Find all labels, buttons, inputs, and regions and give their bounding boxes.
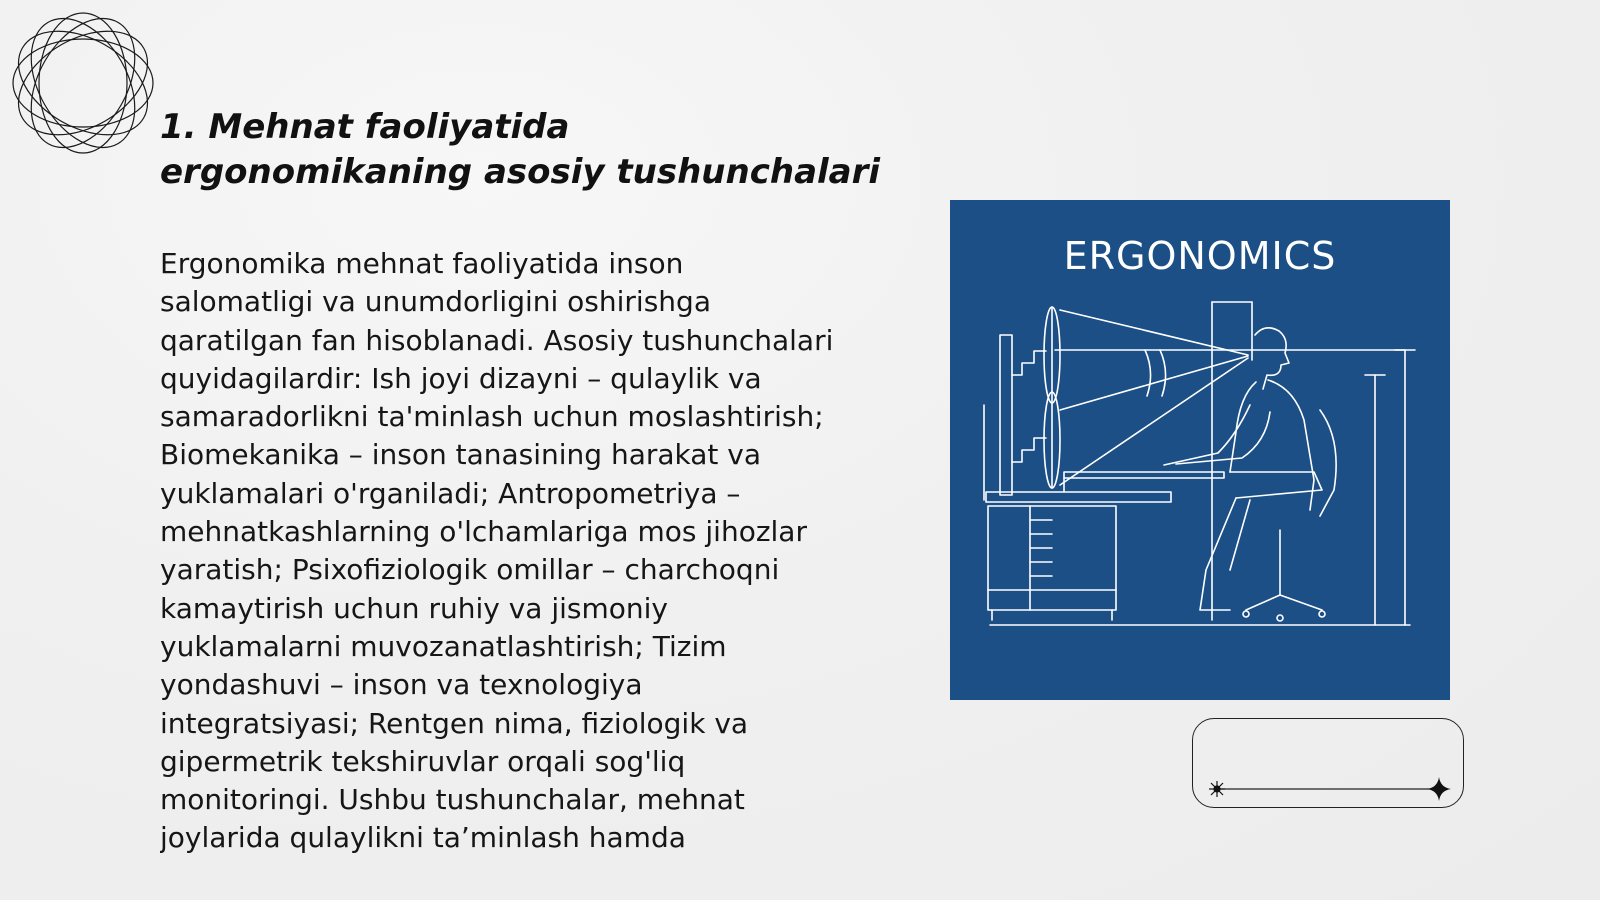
slide-title (160, 105, 880, 195)
ergonomics-illustration (950, 200, 1450, 700)
sparkle-icon (1209, 781, 1225, 797)
orbital-rings-icon (8, 8, 158, 158)
four-point-star-icon (1427, 777, 1451, 801)
slider-track (1193, 719, 1465, 809)
slide-body-text: Ergonomika mehnat faoliyatida inson salomatligi va unumdorligini oshirishga qaratilgan fan hisoblanadi. Asosiy tushunchalari quyidagilardir: Ish joyi dizayni – qulaylik va samaradorlikni ta'minlash uchun moslashtirish; Biomekanika – inson tanasining harakat va yuklamalari o'rganiladi; Antropometriya – mehnatkashlarning o'lchamlariga mos jihozlar yaratish; Psixofiziologik omillar – charchoqni kamaytirish uchun ruhiy va jismoniy yuklamalarni muvozanatlashtirish; Tizim yondashuvi – inson va texnologiya integratsiyasi; Rentgen nima, fiziologik va gipermetrik tekshiruvlar orqali sog'liq monitoringi. Ushbu tushunchalar, mehnat joylarida qulaylikni ta’minlash hamda (160, 247, 834, 855)
decorative-slider-frame (1192, 718, 1464, 808)
illustration-heading: ERGONOMICS (1063, 234, 1337, 278)
slide-title-line-2: ergonomikaning asosiy tushunchalari (160, 152, 881, 192)
slide-title-line-1: 1. Mehnat faoliyatida (160, 107, 570, 147)
